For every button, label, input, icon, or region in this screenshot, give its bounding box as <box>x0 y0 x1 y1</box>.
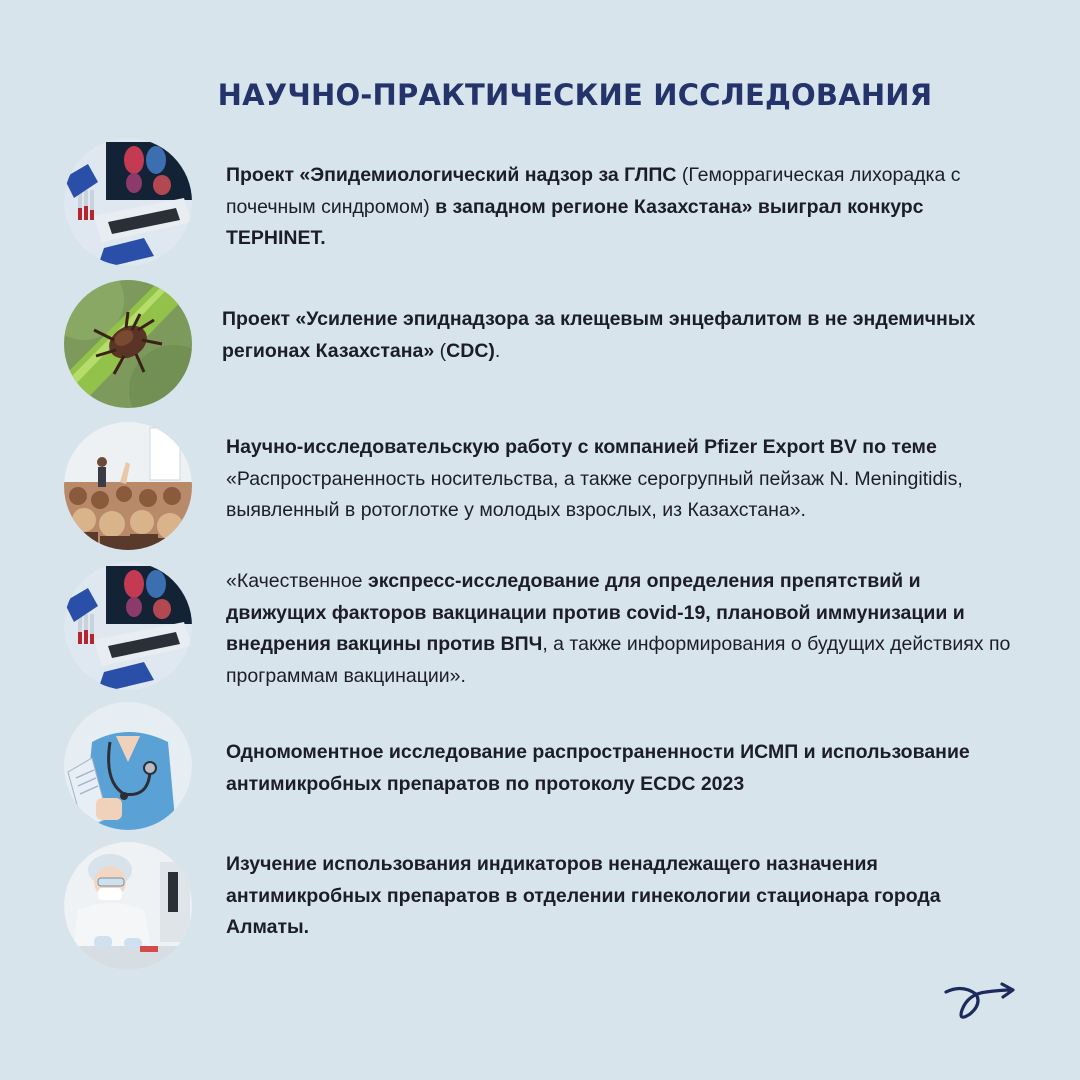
page-title: НАУЧНО-ПРАКТИЧЕСКИЕ ИССЛЕДОВАНИЯ <box>217 78 933 112</box>
item-text <box>226 737 1026 800</box>
text-bold: Одномоментное исследование распространенности ИСМП и использование антимикробных препаратов по протоколу ECDC 2023 <box>226 741 970 795</box>
curly-arrow-icon[interactable] <box>940 980 1018 1024</box>
text-bold: Проект «Эпидемиологический надзор за ГЛПС <box>226 164 677 186</box>
text-regular: . <box>494 339 501 362</box>
item-text <box>226 566 1026 692</box>
lab-test-tubes-icon <box>64 138 192 266</box>
text-bold: экспресс-исследование для определения препятствий и движущих факторов вакцинации против covid-19, плановой иммунизации и внедрения вакцины против ВПЧ <box>226 570 965 655</box>
text-bold: Изучение использования индикаторов ненадлежащего назначения антимикробных препаратов в отделении гинекологии стационара города Алматы. <box>226 853 941 938</box>
text-regular: «Распространенность носительства, а также серогрупный пейзаж N. Meningitidis, выявленный в ротоглотке у молодых взрослых, из Казахстана». <box>226 467 963 521</box>
lecture-audience-icon <box>64 422 192 550</box>
lab-scientist-icon <box>64 842 192 970</box>
text-regular: «Качественное <box>226 570 368 592</box>
text-bold: CDC) <box>446 339 495 362</box>
text-regular: , а также информирования о будущих действиях по программам вакцинации». <box>226 633 1011 687</box>
text-regular: ( <box>434 339 447 362</box>
item-text <box>226 160 1026 255</box>
text-bold: в западном регионе Казахстана» выиграл конкурс TEPHINET. <box>226 195 924 249</box>
tick-on-grass-icon <box>64 280 192 408</box>
text-bold: Проект «Усиление эпиднадзора за клещевым энцефалитом в не эндемичных регионах Казахстана» <box>222 308 976 362</box>
text-bold: Научно-исследовательскую работу с компанией Pfizer Export BV по теме <box>226 436 937 458</box>
text-regular: (Геморрагическая лихорадка с почечным синдромом) <box>226 164 961 218</box>
item-text <box>226 432 1026 527</box>
doctor-stethoscope-icon <box>64 702 192 830</box>
item-text <box>226 849 1026 944</box>
lab-test-tubes-icon <box>64 562 192 690</box>
item-text <box>222 304 1012 367</box>
